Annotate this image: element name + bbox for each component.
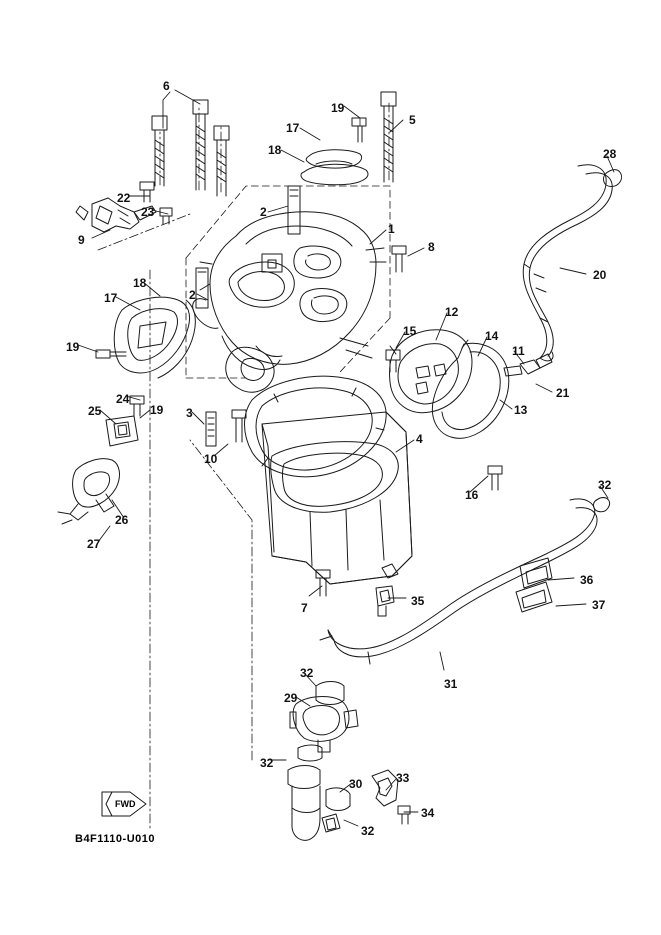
callout-30: 30 — [349, 777, 363, 791]
fwd-arrow-label: FWD — [115, 799, 136, 809]
callout-8: 8 — [428, 240, 435, 254]
part-code-label: B4F1110-U010 — [75, 833, 155, 845]
callout-19b: 19 — [66, 340, 80, 354]
callout-15: 15 — [403, 324, 417, 338]
callout-26: 26 — [115, 513, 129, 527]
callout-10: 10 — [204, 452, 218, 466]
callout-31: 31 — [444, 677, 458, 691]
callout-32d: 32 — [361, 824, 375, 838]
callout-19c: 19 — [150, 403, 164, 417]
callout-35: 35 — [411, 594, 425, 608]
callout-28: 28 — [603, 147, 617, 161]
callout-4: 4 — [416, 432, 423, 446]
callout-13: 13 — [514, 403, 528, 417]
callout-21: 21 — [556, 386, 570, 400]
callout-18a: 18 — [268, 143, 282, 157]
callout-25: 25 — [88, 404, 102, 418]
callout-22: 22 — [117, 191, 131, 205]
callout-17a: 17 — [286, 121, 300, 135]
callout-6: 6 — [163, 79, 170, 93]
callout-24: 24 — [116, 392, 130, 406]
callout-27: 27 — [87, 537, 101, 551]
callout-1: 1 — [388, 222, 395, 236]
callout-32a: 32 — [598, 478, 612, 492]
callout-23: 23 — [141, 205, 155, 219]
callout-7: 7 — [301, 601, 308, 615]
callout-37: 37 — [592, 598, 606, 612]
callout-14: 14 — [485, 329, 499, 343]
callout-33: 33 — [396, 771, 410, 785]
callout-5: 5 — [409, 113, 416, 127]
callout-19a: 19 — [331, 101, 345, 115]
callout-34: 34 — [421, 806, 435, 820]
callout-3: 3 — [186, 406, 193, 420]
callout-11: 11 — [512, 344, 525, 358]
callout-20: 20 — [593, 268, 607, 282]
callout-32c: 32 — [260, 756, 274, 770]
callout-17b: 17 — [104, 291, 118, 305]
callout-36: 36 — [580, 573, 594, 587]
callout-18b: 18 — [133, 276, 147, 290]
callout-32b: 32 — [300, 666, 314, 680]
callout-9: 9 — [78, 233, 85, 247]
callout-2b: 2 — [189, 288, 196, 302]
callout-12: 12 — [445, 305, 459, 319]
callout-16: 16 — [465, 488, 479, 502]
callout-29: 29 — [284, 691, 298, 705]
callout-2a: 2 — [260, 205, 267, 219]
